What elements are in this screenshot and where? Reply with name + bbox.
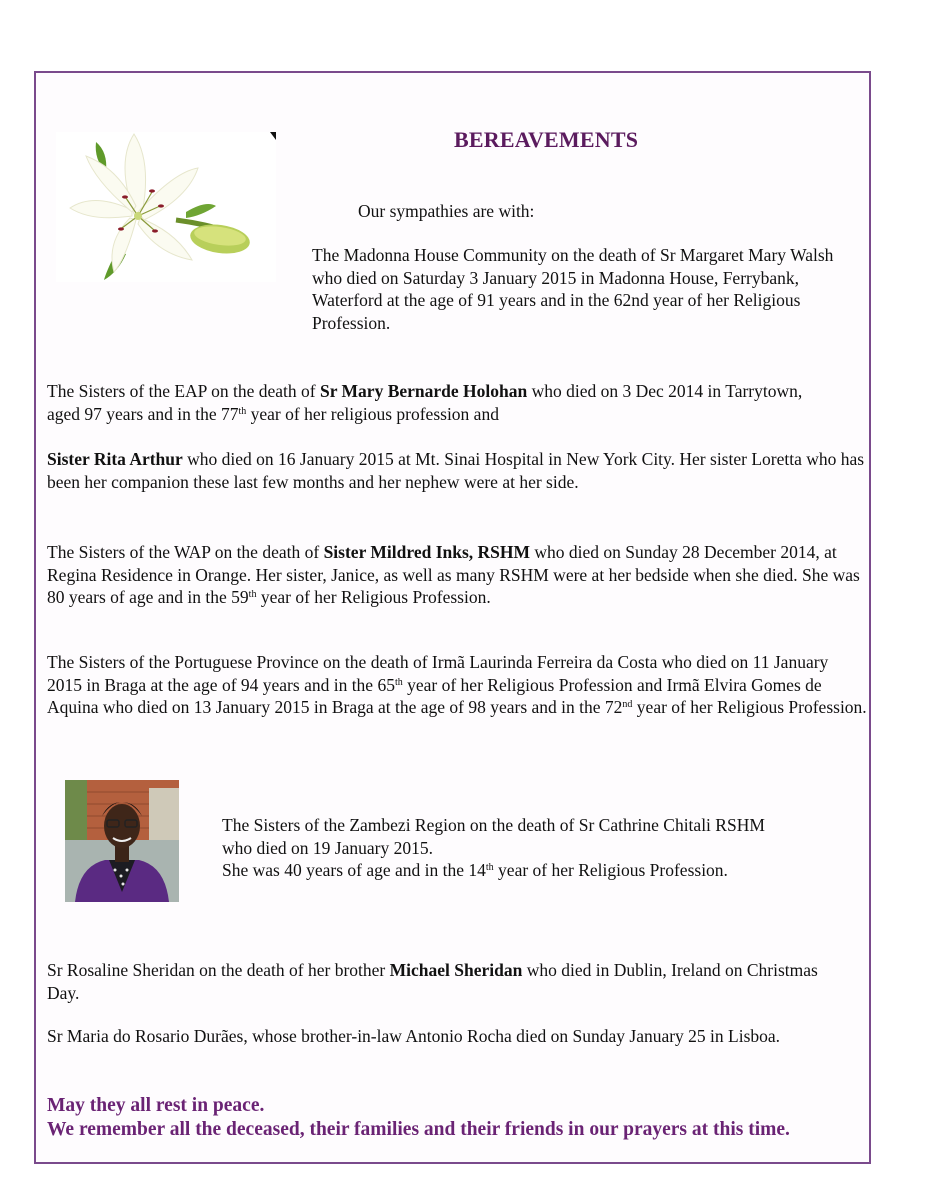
portuguese-text-c: year of her Religious Profession. [632, 697, 867, 717]
lily-flower-image [56, 132, 276, 282]
zambezi-sup: th [485, 862, 494, 873]
rita-arthur-name: Sister Rita Arthur [47, 449, 183, 469]
zambezi-line-1: The Sisters of the Zambezi Region on the death of Sr Cathrine Chitali RSHM [222, 815, 765, 835]
portuguese-sup2: nd [622, 699, 633, 710]
sheridan-text-b: who died in Dublin, Ireland on Christmas Day. [47, 960, 818, 1003]
eap-text-a: The Sisters of the EAP on the death of [47, 381, 320, 401]
intro-text: Our sympathies are with: [358, 201, 535, 221]
sister-portrait-image [65, 780, 179, 902]
wap-paragraph [47, 541, 862, 609]
wap-sister-name: Sister Mildred Inks, RSHM [323, 542, 531, 562]
wap-text-a: The Sisters of the WAP on the death of [47, 542, 324, 562]
portuguese-text-a: The Sisters of the Portuguese Province on the death of Irmã Laurinda Ferreira da Costa who died on 11 January 2015 in Braga at the age of 94 years and in the 65 [47, 652, 829, 695]
eap-paragraph [47, 380, 837, 425]
zambezi-line-2: who died on 19 January 2015. [222, 837, 433, 858]
wap-text-b: who died on Sunday 28 December 2014, at Regina Residence in Orange. Her sister, Janice, as well as many RSHM were at her bedside when she died. She was 80 years of age and in the 59 [47, 542, 860, 607]
zambezi-paragraph [222, 814, 862, 882]
rita-arthur-paragraph [47, 448, 867, 493]
portuguese-paragraph [47, 651, 867, 719]
rita-arthur-text: who died on 16 January 2015 at Mt. Sinai Hospital in New York City. Her sister Loretta who has been her companion these last few months and her nephew were at her side. [47, 449, 865, 492]
closing-line-1: May they all rest in peace. [47, 1095, 265, 1116]
zambezi-line-3a: She was 40 years of age and in the 14 [222, 860, 486, 880]
zambezi-line-3b: year of her Religious Profession. [493, 860, 728, 880]
sheridan-brother-name: Michael Sheridan [389, 960, 523, 980]
closing-line-2: We remember all the deceased, their families and their friends in our prayers at this time. [47, 1119, 790, 1140]
eap-sup: th [238, 405, 247, 417]
page-title: BEREAVEMENTS [454, 127, 639, 152]
madonna-house-text: The Madonna House Community on the death of Sr Margaret Mary Walsh who died on Saturday 3 January 2015 in Madonna House, Ferrybank, Waterford at the age of 91 years and in the 62nd year of her Religious Profession. [312, 245, 834, 333]
eap-text-b: who died on 3 Dec 2014 in Tarrytown, aged 97 years and in the 77 [47, 381, 803, 424]
eap-sister-name: Sr Mary Bernarde Holohan [319, 381, 528, 401]
sheridan-paragraph [47, 959, 847, 1004]
sheridan-text-a: Sr Rosaline Sheridan on the death of her brother [47, 960, 390, 980]
wap-sup: th [248, 589, 257, 600]
portuguese-text-b: year of her Religious Profession and Irmã Elvira Gomes de Aquina who died on 13 January 2015 in Braga at the age of 98 years and in the 72 [47, 674, 822, 717]
madonna-house-paragraph [312, 244, 857, 334]
wap-text-c: year of her Religious Profession. [256, 587, 491, 607]
rosario-paragraph: Sr Maria do Rosario Durães, whose brother-in-law Antonio Rocha died on Sunday January 25 in Lisboa. [47, 1026, 781, 1046]
eap-text-c: year of her religious profession and [246, 403, 499, 424]
portuguese-sup1: th [394, 676, 403, 688]
